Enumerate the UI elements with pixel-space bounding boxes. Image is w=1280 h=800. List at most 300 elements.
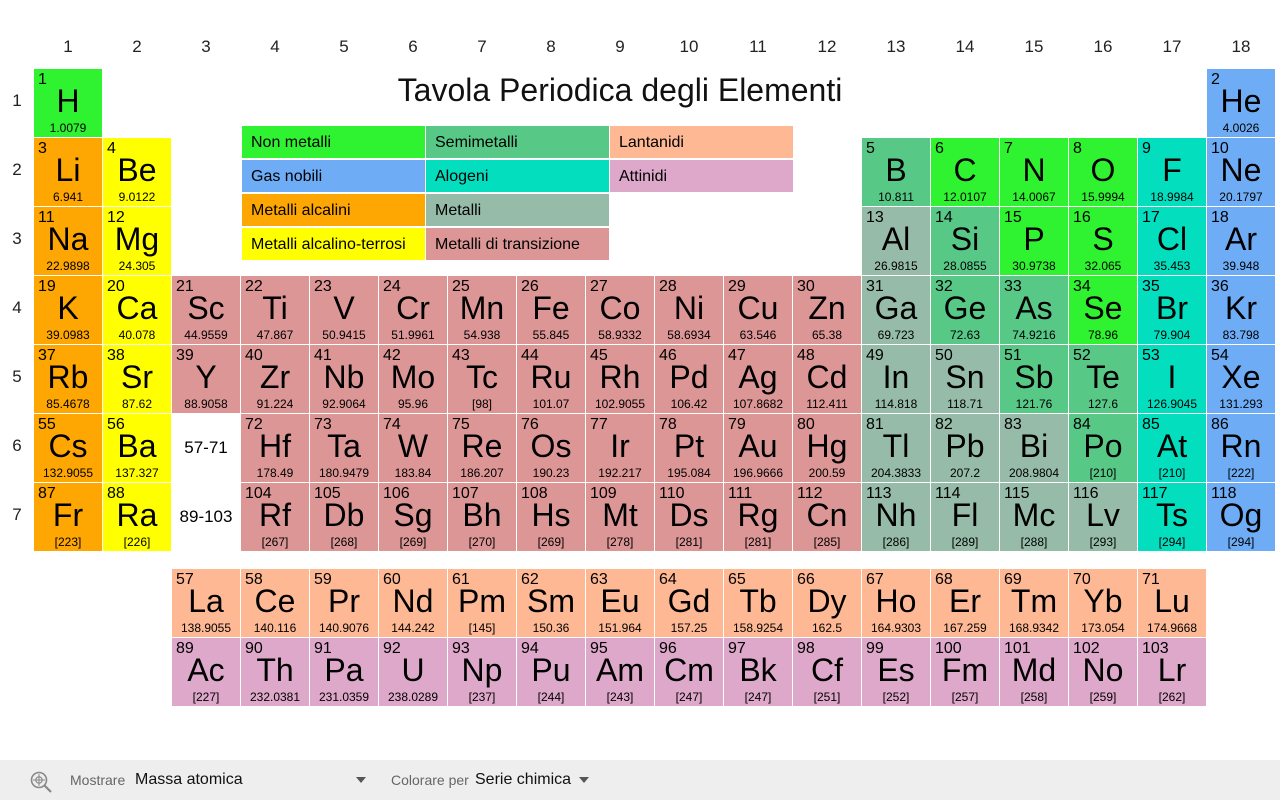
atomic-number: 100 — [935, 640, 962, 657]
element-symbol: H — [56, 83, 80, 119]
element-mo[interactable] — [379, 345, 447, 413]
atomic-number: 114 — [935, 485, 961, 502]
element-gd[interactable] — [655, 569, 723, 637]
atomic-number: 45 — [590, 347, 608, 364]
element-i[interactable] — [1138, 345, 1206, 413]
element-li[interactable] — [34, 138, 102, 206]
atomic-mass: 78.96 — [1087, 328, 1119, 342]
atomic-mass: [285] — [813, 535, 841, 549]
element-symbol: Mo — [390, 359, 436, 395]
atomic-number: 71 — [1142, 571, 1160, 588]
atomic-number: 92 — [383, 640, 401, 657]
element-o[interactable] — [1069, 138, 1137, 206]
element-mc[interactable] — [1000, 483, 1068, 551]
atomic-mass: [259] — [1089, 690, 1117, 704]
atomic-number: 86 — [1211, 416, 1229, 433]
element-dy[interactable] — [793, 569, 861, 637]
atomic-mass: [237] — [468, 690, 496, 704]
atomic-number: 70 — [1073, 571, 1091, 588]
show-select[interactable]: Massa atomica — [135, 771, 243, 788]
element-na[interactable] — [34, 207, 102, 275]
atomic-mass: 1.0079 — [49, 121, 87, 135]
atomic-mass: 91.224 — [256, 397, 294, 411]
element-yb[interactable] — [1069, 569, 1137, 637]
element-nd[interactable] — [379, 569, 447, 637]
element-ac[interactable] — [172, 638, 240, 706]
atomic-mass: 44.9559 — [184, 328, 228, 342]
element-th[interactable] — [241, 638, 309, 706]
atomic-mass: 157.25 — [670, 621, 708, 635]
element-au[interactable] — [724, 414, 792, 482]
legend-metalloid: Semimetalli — [426, 126, 609, 158]
element-lv[interactable] — [1069, 483, 1137, 551]
element-symbol: Sc — [187, 290, 225, 326]
element-sn[interactable] — [931, 345, 999, 413]
atomic-number: 3 — [38, 140, 47, 157]
element-fe[interactable] — [517, 276, 585, 344]
element-rg[interactable] — [724, 483, 792, 551]
element-ru[interactable] — [517, 345, 585, 413]
atomic-number: 12 — [107, 209, 125, 226]
atomic-number: 52 — [1073, 347, 1091, 364]
element-tc[interactable] — [448, 345, 516, 413]
element-c[interactable] — [931, 138, 999, 206]
atomic-number: 41 — [314, 347, 332, 364]
element-symbol: Sm — [527, 583, 575, 619]
atomic-number: 109 — [590, 485, 617, 502]
element-al[interactable] — [862, 207, 930, 275]
group-number: 14 — [955, 37, 975, 56]
element-symbol: Es — [877, 652, 915, 688]
element-symbol: V — [333, 290, 355, 326]
element-eu[interactable] — [586, 569, 654, 637]
element-symbol: Rh — [599, 359, 641, 395]
atomic-number: 54 — [1211, 347, 1229, 364]
element-pm[interactable] — [448, 569, 516, 637]
element-symbol: Pd — [669, 359, 709, 395]
atomic-mass: 30.9738 — [1012, 259, 1056, 273]
element-am[interactable] — [586, 638, 654, 706]
element-bh[interactable] — [448, 483, 516, 551]
element-br[interactable] — [1138, 276, 1206, 344]
atomic-number: 29 — [728, 278, 746, 295]
element-as[interactable] — [1000, 276, 1068, 344]
atomic-number: 66 — [797, 571, 815, 588]
element-sc[interactable] — [172, 276, 240, 344]
atomic-mass: 40.078 — [118, 328, 156, 342]
element-pu[interactable] — [517, 638, 585, 706]
element-symbol: Bk — [739, 652, 777, 688]
element-tm[interactable] — [1000, 569, 1068, 637]
element-symbol: Hg — [806, 428, 848, 464]
element-pb[interactable] — [931, 414, 999, 482]
element-symbol: Ds — [669, 497, 709, 533]
color-select[interactable]: Serie chimica — [475, 771, 572, 788]
element-pd[interactable] — [655, 345, 723, 413]
element-symbol: Tl — [882, 428, 910, 464]
element-symbol: Ge — [943, 290, 987, 326]
atomic-mass: 83.798 — [1222, 328, 1260, 342]
period-number: 3 — [12, 229, 22, 248]
element-cl[interactable] — [1138, 207, 1206, 275]
atomic-mass: 207.2 — [949, 466, 981, 480]
element-symbol: No — [1082, 652, 1124, 688]
zoom-icon[interactable] — [28, 769, 54, 795]
atomic-number: 112 — [797, 485, 823, 502]
element-ar[interactable] — [1207, 207, 1275, 275]
element-te[interactable] — [1069, 345, 1137, 413]
element-pr[interactable] — [310, 569, 378, 637]
page-title: Tavola Periodica degli Elementi — [397, 72, 843, 108]
element-symbol: Li — [55, 152, 81, 188]
element-la[interactable] — [172, 569, 240, 637]
element-ra[interactable] — [103, 483, 171, 551]
element-nb[interactable] — [310, 345, 378, 413]
element-ag[interactable] — [724, 345, 792, 413]
element-symbol: Bi — [1019, 428, 1049, 464]
atomic-number: 44 — [521, 347, 539, 364]
group-number: 18 — [1231, 37, 1251, 56]
element-no[interactable] — [1069, 638, 1137, 706]
atomic-number: 8 — [1073, 140, 1082, 157]
element-ge[interactable] — [931, 276, 999, 344]
element-np[interactable] — [448, 638, 516, 706]
element-symbol: Pa — [324, 652, 364, 688]
element-ts[interactable] — [1138, 483, 1206, 551]
element-sg[interactable] — [379, 483, 447, 551]
element-si[interactable] — [931, 207, 999, 275]
atomic-mass: 204.3833 — [870, 466, 922, 480]
element-lu[interactable] — [1138, 569, 1206, 637]
element-cm[interactable] — [655, 638, 723, 706]
element-symbol: Br — [1156, 290, 1188, 326]
atomic-mass: [247] — [675, 690, 703, 704]
element-cd[interactable] — [793, 345, 861, 413]
element-symbol: Db — [323, 497, 365, 533]
atomic-mass: 14.0067 — [1012, 190, 1056, 204]
element-symbol: Eu — [600, 583, 640, 619]
atomic-number: 31 — [866, 278, 884, 295]
atomic-number: 10 — [1211, 140, 1229, 157]
element-tb[interactable] — [724, 569, 792, 637]
atomic-number: 72 — [245, 416, 263, 433]
atomic-number: 16 — [1073, 209, 1091, 226]
atomic-mass: 79.904 — [1153, 328, 1191, 342]
atomic-mass: 39.948 — [1222, 259, 1260, 273]
element-symbol: As — [1015, 290, 1053, 326]
atomic-number: 59 — [314, 571, 332, 588]
element-lr[interactable] — [1138, 638, 1206, 706]
atomic-number: 106 — [383, 485, 410, 502]
element-be[interactable] — [103, 138, 171, 206]
element-symbol: Po — [1083, 428, 1123, 464]
atomic-mass: 112.411 — [806, 397, 848, 411]
atomic-number: 15 — [1004, 209, 1022, 226]
element-sr[interactable] — [103, 345, 171, 413]
element-p[interactable] — [1000, 207, 1068, 275]
atomic-mass: [98] — [471, 397, 492, 411]
element-u[interactable] — [379, 638, 447, 706]
atomic-number: 113 — [866, 485, 892, 502]
element-hg[interactable] — [793, 414, 861, 482]
element-cu[interactable] — [724, 276, 792, 344]
atomic-number: 87 — [38, 485, 56, 502]
element-symbol: B — [885, 152, 907, 188]
atomic-mass: 85.4678 — [46, 397, 90, 411]
element-ti[interactable] — [241, 276, 309, 344]
element-ne[interactable] — [1207, 138, 1275, 206]
element-symbol: Sn — [945, 359, 985, 395]
element-symbol: Rb — [47, 359, 89, 395]
atomic-number: 85 — [1142, 416, 1160, 433]
element-symbol: Cu — [737, 290, 779, 326]
element-s[interactable] — [1069, 207, 1137, 275]
atomic-mass: [281] — [744, 535, 772, 549]
element-symbol: Ir — [610, 428, 630, 464]
element-mt[interactable] — [586, 483, 654, 551]
element-symbol: Ag — [738, 359, 778, 395]
atomic-number: 38 — [107, 347, 125, 364]
element-nh[interactable] — [862, 483, 930, 551]
element-symbol: Be — [117, 152, 157, 188]
bottom-toolbar — [0, 760, 1280, 800]
element-ho[interactable] — [862, 569, 930, 637]
element-db[interactable] — [310, 483, 378, 551]
atomic-number: 53 — [1142, 347, 1160, 364]
element-hf[interactable] — [241, 414, 309, 482]
element-mn[interactable] — [448, 276, 516, 344]
atomic-number: 111 — [728, 485, 753, 502]
element-bi[interactable] — [1000, 414, 1068, 482]
atomic-number: 7 — [1004, 140, 1013, 157]
element-ca[interactable] — [103, 276, 171, 344]
element-symbol: Ac — [187, 652, 225, 688]
element-cr[interactable] — [379, 276, 447, 344]
legend-alkali: Metalli alcalini — [242, 194, 425, 226]
element-symbol: Ts — [1156, 497, 1188, 533]
atomic-mass: 190.23 — [532, 466, 570, 480]
element-kr[interactable] — [1207, 276, 1275, 344]
atomic-mass: 55.845 — [532, 328, 570, 342]
atomic-mass: 173.054 — [1081, 621, 1125, 635]
atomic-number: 116 — [1073, 485, 1099, 502]
atomic-number: 2 — [1211, 71, 1220, 88]
legend-noble: Gas nobili — [242, 160, 425, 192]
atomic-number: 39 — [176, 347, 194, 364]
element-os[interactable] — [517, 414, 585, 482]
element-tl[interactable] — [862, 414, 930, 482]
element-xe[interactable] — [1207, 345, 1275, 413]
atomic-number: 108 — [521, 485, 548, 502]
atomic-mass: 232.0381 — [249, 690, 301, 704]
element-symbol: Hf — [259, 428, 291, 464]
atomic-mass: 10.811 — [878, 190, 914, 204]
element-symbol: La — [188, 583, 224, 619]
element-rb[interactable] — [34, 345, 102, 413]
atomic-number: 27 — [590, 278, 608, 295]
atomic-number: 97 — [728, 640, 746, 657]
element-b[interactable] — [862, 138, 930, 206]
atomic-number: 104 — [245, 485, 272, 502]
atomic-mass: 158.9254 — [732, 621, 784, 635]
element-f[interactable] — [1138, 138, 1206, 206]
group-number: 8 — [546, 37, 556, 56]
atomic-number: 110 — [659, 485, 685, 502]
atomic-mass: 200.59 — [808, 466, 846, 480]
element-symbol: Se — [1083, 290, 1123, 326]
element-symbol: Cd — [806, 359, 848, 395]
atomic-mass: 183.84 — [394, 466, 432, 480]
atomic-mass: 6.941 — [52, 190, 84, 204]
color-label: Colorare per — [391, 772, 469, 788]
element-se[interactable] — [1069, 276, 1137, 344]
atomic-mass: 54.938 — [463, 328, 501, 342]
element-es[interactable] — [862, 638, 930, 706]
element-symbol: Lu — [1154, 583, 1190, 619]
element-og[interactable] — [1207, 483, 1275, 551]
element-symbol: Hs — [531, 497, 571, 533]
element-n[interactable] — [1000, 138, 1068, 206]
element-symbol: At — [1156, 428, 1188, 464]
atomic-mass: [223] — [54, 535, 82, 549]
element-po[interactable] — [1069, 414, 1137, 482]
element-fm[interactable] — [931, 638, 999, 706]
element-hs[interactable] — [517, 483, 585, 551]
element-ga[interactable] — [862, 276, 930, 344]
element-pt[interactable] — [655, 414, 723, 482]
atomic-mass: 18.9984 — [1150, 190, 1194, 204]
element-symbol: Yb — [1083, 583, 1123, 619]
element-h[interactable] — [34, 69, 102, 137]
element-ir[interactable] — [586, 414, 654, 482]
element-pa[interactable] — [310, 638, 378, 706]
element-zr[interactable] — [241, 345, 309, 413]
atomic-number: 61 — [452, 571, 470, 588]
element-k[interactable] — [34, 276, 102, 344]
element-cs[interactable] — [34, 414, 102, 482]
atomic-mass: 74.9216 — [1012, 328, 1056, 342]
element-w[interactable] — [379, 414, 447, 482]
atomic-number: 49 — [866, 347, 884, 364]
element-md[interactable] — [1000, 638, 1068, 706]
element-mg[interactable] — [103, 207, 171, 275]
atomic-mass: 20.1797 — [1219, 190, 1263, 204]
atomic-mass: 24.305 — [118, 259, 156, 273]
atomic-mass: 144.242 — [391, 621, 435, 635]
element-sm[interactable] — [517, 569, 585, 637]
element-ta[interactable] — [310, 414, 378, 482]
element-symbol: Ni — [673, 290, 705, 326]
atomic-number: 95 — [590, 640, 608, 657]
group-number: 11 — [749, 37, 767, 56]
element-bk[interactable] — [724, 638, 792, 706]
element-ds[interactable] — [655, 483, 723, 551]
element-fl[interactable] — [931, 483, 999, 551]
element-sb[interactable] — [1000, 345, 1068, 413]
element-rn[interactable] — [1207, 414, 1275, 482]
element-v[interactable] — [310, 276, 378, 344]
atomic-mass: 107.8682 — [732, 397, 784, 411]
element-rh[interactable] — [586, 345, 654, 413]
atomic-mass: 12.0107 — [943, 190, 987, 204]
color-dropdown-caret-icon[interactable] — [579, 777, 589, 783]
element-symbol: I — [1167, 359, 1177, 395]
atomic-mass: 137.327 — [115, 466, 159, 480]
element-symbol: Mt — [602, 497, 638, 533]
element-ce[interactable] — [241, 569, 309, 637]
atomic-mass: [257] — [951, 690, 979, 704]
element-at[interactable] — [1138, 414, 1206, 482]
atomic-mass: 126.9045 — [1146, 397, 1198, 411]
atomic-number: 1 — [38, 71, 47, 88]
atomic-mass: 150.36 — [532, 621, 570, 635]
element-ba[interactable] — [103, 414, 171, 482]
atomic-number: 36 — [1211, 278, 1229, 295]
atomic-number: 79 — [728, 416, 746, 433]
group-number: 3 — [201, 37, 211, 56]
atomic-mass: 174.9668 — [1146, 621, 1198, 635]
atomic-number: 91 — [314, 640, 332, 657]
atomic-mass: 121.76 — [1015, 397, 1053, 411]
element-symbol: Ra — [116, 497, 158, 533]
show-dropdown-caret-icon[interactable] — [356, 777, 366, 783]
element-co[interactable] — [586, 276, 654, 344]
atomic-mass: 238.0289 — [387, 690, 439, 704]
element-cf[interactable] — [793, 638, 861, 706]
element-y[interactable] — [172, 345, 240, 413]
element-cn[interactable] — [793, 483, 861, 551]
group-number: 13 — [886, 37, 906, 56]
atomic-number: 20 — [107, 278, 125, 295]
show-label: Mostrare — [70, 772, 126, 788]
element-symbol: Md — [1011, 652, 1057, 688]
element-symbol: W — [397, 428, 429, 464]
range-label: 89-103 — [179, 507, 233, 526]
element-rf[interactable] — [241, 483, 309, 551]
element-he[interactable] — [1207, 69, 1275, 137]
atomic-mass: [243] — [606, 690, 634, 704]
element-symbol: Al — [881, 221, 911, 257]
element-symbol: Zn — [808, 290, 846, 326]
element-symbol: Mn — [459, 290, 505, 326]
atomic-number: 107 — [452, 485, 479, 502]
atomic-number: 77 — [590, 416, 608, 433]
atomic-mass: 106.42 — [670, 397, 708, 411]
element-symbol: Ga — [874, 290, 918, 326]
atomic-number: 81 — [866, 416, 884, 433]
element-symbol: C — [953, 152, 977, 188]
atomic-mass: 88.9058 — [184, 397, 228, 411]
element-ni[interactable] — [655, 276, 723, 344]
atomic-number: 6 — [935, 140, 944, 157]
element-fr[interactable] — [34, 483, 102, 551]
atomic-mass: 50.9415 — [322, 328, 366, 342]
atomic-mass: [269] — [537, 535, 565, 549]
element-symbol: Cr — [396, 290, 430, 326]
atomic-number: 5 — [866, 140, 875, 157]
atomic-number: 84 — [1073, 416, 1091, 433]
element-er[interactable] — [931, 569, 999, 637]
atomic-mass: 35.453 — [1153, 259, 1191, 273]
element-in[interactable] — [862, 345, 930, 413]
element-symbol: He — [1220, 83, 1262, 119]
period-number: 1 — [12, 91, 22, 110]
element-zn[interactable] — [793, 276, 861, 344]
atomic-mass: 9.0122 — [118, 190, 156, 204]
atomic-number: 76 — [521, 416, 539, 433]
element-re[interactable] — [448, 414, 516, 482]
element-symbol: Rf — [259, 497, 291, 533]
